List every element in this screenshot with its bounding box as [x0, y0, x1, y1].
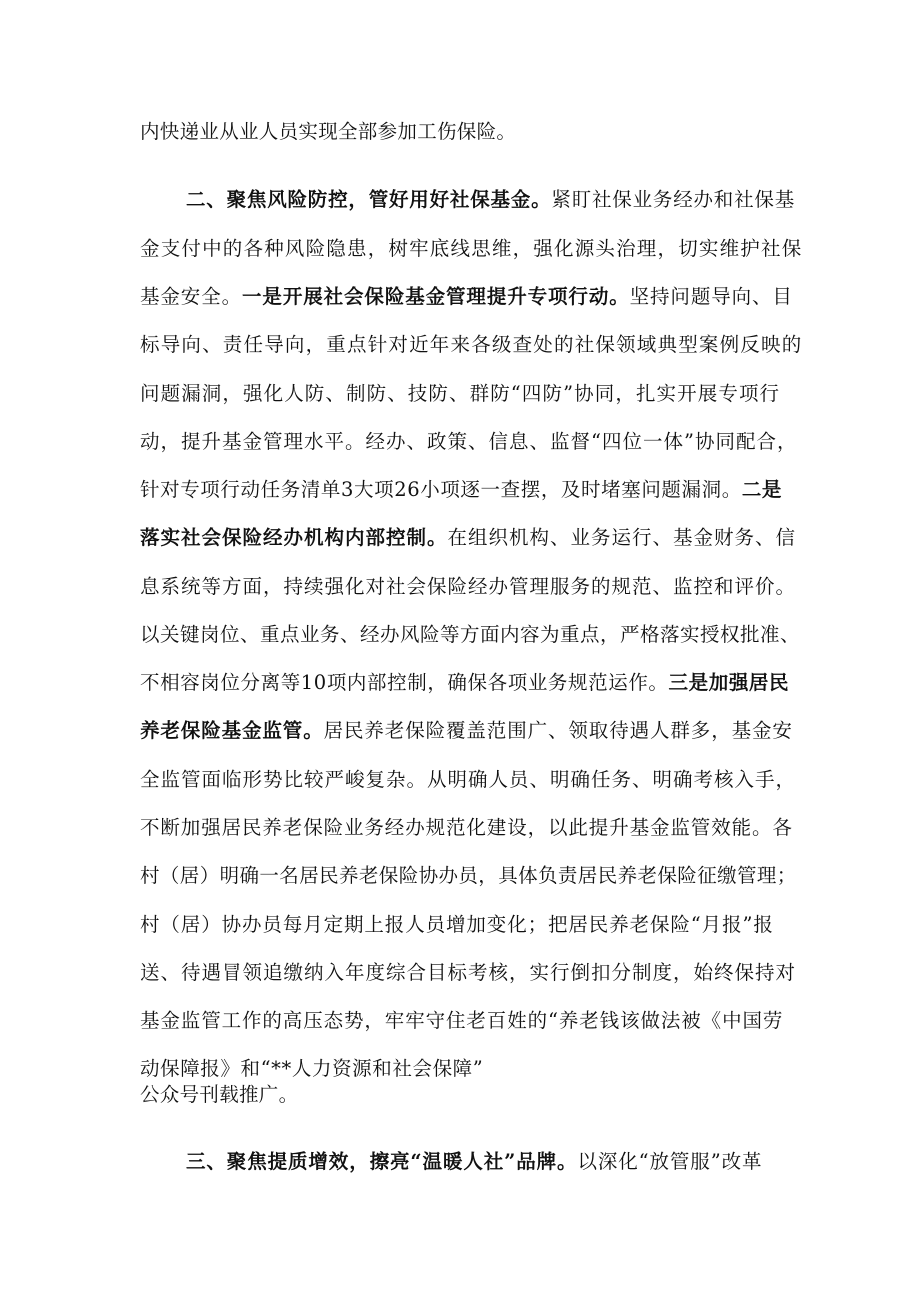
text-line	[186, 1150, 762, 1174]
text-span: 坚持问题导向、目	[629, 285, 793, 308]
text-span: 问题漏洞，强化人防、制防、技防、群防“四防”协同，扎实开展专项行	[140, 382, 781, 405]
text-span: 送、待遇冒领追缴纳入年度综合目标考核，实行倒扣分制度，始终保持对	[140, 961, 797, 984]
text-span: 落实社会保险经办机构内部控制。	[140, 526, 448, 549]
text-span: 针对专项行动任务清单3大项26小项逐一查摆，及时堵塞问题漏洞。	[140, 478, 742, 501]
text-line	[140, 237, 802, 261]
text-span: 村（居）明确一名居民养老保险协办员，具体负责居民养老保险征缴管理；	[140, 864, 797, 887]
text-span: 紧盯社保业务经办和社保基	[551, 188, 796, 211]
text-line	[140, 671, 789, 695]
text-line	[140, 768, 796, 792]
text-line	[140, 816, 793, 840]
text-span: 村（居）协办员每月定期上报人员增加变化；把居民养老保险“月报”报	[140, 913, 774, 936]
text-span: 以深化“放管服”改革	[577, 1150, 763, 1173]
text-line	[140, 430, 797, 454]
text-line	[140, 1057, 483, 1081]
text-line	[140, 120, 516, 144]
text-span: 在组织机构、业务运行、基金财务、信	[447, 526, 797, 549]
text-span: 全监管面临形势比较严峻复杂。从明确人员、明确任务、明确考核入手，	[140, 768, 797, 791]
text-span: 不相容岗位分离等10项内部控制，确保各项业务规范运作。	[140, 671, 669, 694]
text-line	[140, 864, 797, 888]
text-span: 一是开展社会保险基金管理提升专项行动。	[242, 285, 630, 308]
text-span: 标导向、责任导向，重点针对近年来各级查处的社保领域典型案例反映的	[140, 333, 803, 356]
text-span: 不断加强居民养老保险业务经办规范化建设，以此提升基金监管效能。各	[140, 816, 793, 839]
text-line	[140, 719, 793, 743]
text-line	[140, 961, 796, 985]
heading-span: 二、聚焦风险防控，管好用好社保基金。	[186, 188, 552, 211]
text-line	[140, 285, 793, 309]
text-span: 动，提升基金管理水平。经办、政策、信息、监督“四位一体”协同配合，	[140, 430, 798, 453]
text-span: 以关键岗位、重点业务、经办风险等方面内容为重点，严格落实授权批准、	[140, 623, 801, 646]
text-span: 金支付中的各种风险隐患，树牢底线思维，强化源头治理，切实维护社保	[140, 237, 803, 260]
text-line	[140, 913, 774, 937]
text-line	[140, 623, 800, 647]
text-span: 二是	[741, 478, 783, 501]
text-span: 基金安全。	[140, 285, 243, 308]
text-line	[140, 1083, 298, 1107]
heading-span: 三、聚焦提质增效，擦亮“温暖人社”品牌。	[186, 1150, 578, 1173]
text-line	[140, 382, 780, 406]
text-line	[186, 188, 795, 212]
text-line	[140, 526, 796, 550]
text-span: 息系统等方面，持续强化对社会保险经办管理服务的规范、监控和评价。	[140, 575, 797, 598]
text-span: 养老保险基金监管。	[140, 719, 324, 742]
text-span: 动保障报》和“**人力资源和社会保障”	[140, 1057, 484, 1080]
text-line	[140, 1009, 783, 1033]
text-span: 居民养老保险覆盖范围广、领取待遇人群多，基金安	[323, 719, 793, 742]
text-line	[140, 575, 796, 599]
text-line	[140, 333, 802, 357]
text-span: 基金监管工作的高压态势，牢牢守住老百姓的“养老钱该做法被《中国劳	[140, 1009, 784, 1032]
text-span: 三是加强居民	[668, 671, 790, 694]
text-line	[140, 478, 782, 502]
text-span: 内快递业从业人员实现全部参加工伤保险。	[140, 120, 517, 143]
text-span: 公众号刊载推广。	[140, 1083, 299, 1106]
